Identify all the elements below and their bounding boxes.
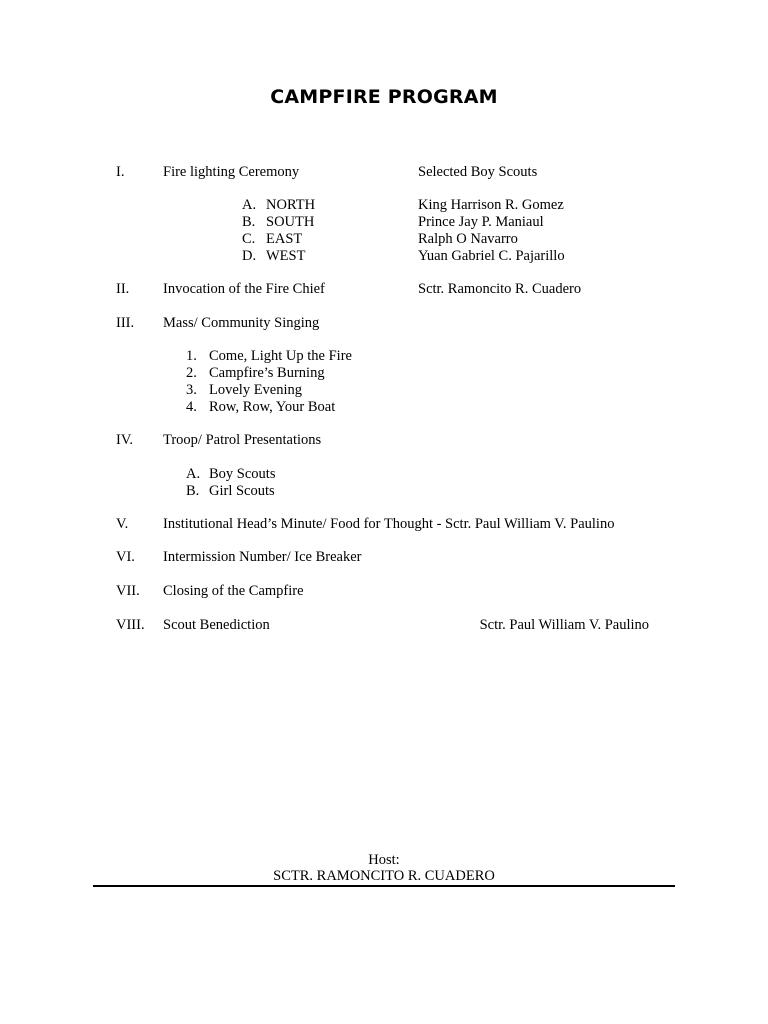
item-label: Mass/ Community Singing	[163, 315, 320, 331]
item-number: VI.	[116, 549, 135, 565]
item-assignee: Sctr. Paul William V. Paulino	[479, 617, 649, 633]
sub-marker: D.	[242, 248, 257, 264]
sub-person: King Harrison R. Gomez	[418, 197, 564, 213]
host-name: SCTR. RAMONCITO R. CUADERO	[273, 868, 495, 884]
item-number: II.	[116, 281, 130, 297]
item-assignee: Selected Boy Scouts	[418, 164, 538, 180]
sub-marker: C.	[242, 231, 256, 247]
song-marker: 2.	[186, 365, 197, 381]
page-title: CAMPFIRE PROGRAM	[270, 86, 498, 108]
sub-person: Yuan Gabriel C. Pajarillo	[418, 248, 565, 264]
item-number: I.	[116, 164, 125, 180]
item-number: IV.	[116, 432, 134, 448]
song-title: Come, Light Up the Fire	[209, 348, 352, 364]
item-number: VIII.	[116, 617, 145, 633]
item-number: III.	[116, 315, 135, 331]
item-number: V.	[116, 516, 129, 532]
item-label: Scout Benediction	[163, 617, 270, 633]
song-marker: 1.	[186, 348, 197, 364]
group-label: Girl Scouts	[209, 483, 275, 499]
sub-label: NORTH	[266, 197, 316, 213]
host-underline	[93, 885, 675, 887]
sub-person: Ralph O Navarro	[418, 231, 518, 247]
item-label: Invocation of the Fire Chief	[163, 281, 325, 297]
group-marker: B.	[186, 483, 200, 499]
sub-label: WEST	[266, 248, 306, 264]
group-label: Boy Scouts	[209, 466, 276, 482]
group-marker: A.	[186, 466, 201, 482]
sub-label: SOUTH	[266, 214, 315, 230]
item-number: VII.	[116, 583, 140, 599]
song-marker: 3.	[186, 382, 197, 398]
song-marker: 4.	[186, 399, 197, 415]
host-label: Host:	[368, 852, 400, 868]
sub-label: EAST	[266, 231, 303, 247]
song-title: Lovely Evening	[209, 382, 303, 398]
item-assignee: Sctr. Ramoncito R. Cuadero	[418, 281, 582, 297]
item-label: Fire lighting Ceremony	[163, 164, 300, 180]
item-label: Institutional Head’s Minute/ Food for Thought - Sctr. Paul William V. Paulino	[163, 516, 615, 532]
sub-marker: B.	[242, 214, 256, 230]
song-title: Row, Row, Your Boat	[209, 399, 336, 415]
item-label: Troop/ Patrol Presentations	[163, 432, 322, 448]
sub-person: Prince Jay P. Maniaul	[418, 214, 544, 230]
sub-marker: A.	[242, 197, 257, 213]
song-title: Campfire’s Burning	[209, 365, 325, 381]
item-label: Closing of the Campfire	[163, 583, 304, 599]
item-label: Intermission Number/ Ice Breaker	[163, 549, 362, 565]
